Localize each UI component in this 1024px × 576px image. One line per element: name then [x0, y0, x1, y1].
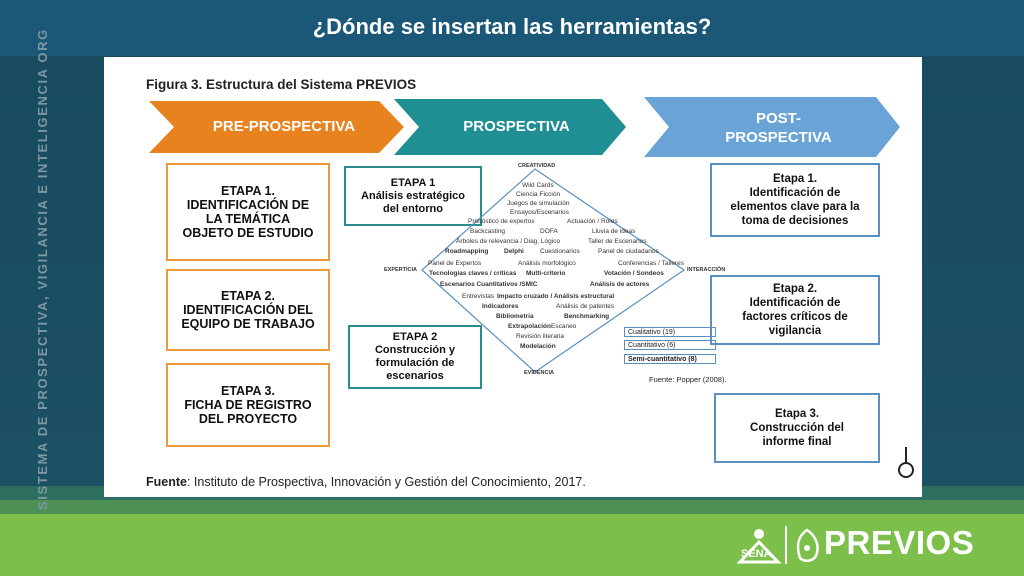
method-analisis-actores: Análisis de actores	[590, 281, 650, 288]
method-backcasting: Backcasting	[470, 228, 506, 235]
method-pronostico-expertos: Pronóstico de expertos	[468, 218, 535, 225]
method-ciencia-ficcion: Ciencia Ficción	[516, 191, 561, 198]
phase-label-pre: PRE-PROSPECTIVA	[212, 118, 356, 135]
method-panel-expertos: Panel de Expertos	[428, 260, 482, 267]
method-delphi: Delphi	[504, 248, 524, 255]
phase-label-post: POST- PROSPECTIVA	[725, 110, 832, 146]
pre-etapa-3-box: ETAPA 3. FICHA DE REGISTRO DEL PROYECTO	[166, 363, 330, 447]
method-multi-criterio: Multi-criterio	[526, 270, 566, 277]
method-arboles-relevancia: Árboles de relevancia / Diag. Lógico	[456, 238, 561, 245]
diamond-label-left: EXPERTICIA	[384, 267, 418, 273]
prospectiva-etapa-1-box: ETAPA 1 Análisis estratégico del entorno	[344, 166, 482, 226]
figure-title: Figura 3. Estructura del Sistema PREVIOS	[146, 77, 417, 92]
method-taller-escenarios: Taller de Escenarios	[588, 238, 647, 245]
legend-semi-cuantitativo: Semi-cuantitativo (8)	[624, 354, 716, 364]
pre-etapa-1-box: ETAPA 1. IDENTIFICACIÓN DE LA TEMÁTICA OBJETO DE ESTUDIO	[166, 163, 330, 261]
foresight-diamond	[104, 57, 922, 497]
sena-logo-icon	[736, 526, 782, 566]
post-etapa-3-box: Etapa 3. Construcción del informe final	[714, 393, 880, 463]
method-entrevistas: Entrevistas	[462, 293, 495, 300]
pre-etapa-2-box: ETAPA 2. IDENTIFICACIÓN DEL EQUIPO DE TRABAJO	[166, 269, 330, 351]
method-roadmapping: Roadmapping	[445, 248, 489, 255]
phase-label-prospectiva: PROSPECTIVA	[463, 118, 570, 135]
previos-wordmark: PREVIOS	[824, 524, 975, 561]
method-escaneo: Escaneo	[551, 323, 577, 330]
method-tecnologias-claves: Tecnologías claves / críticas	[429, 270, 517, 277]
method-bibliometria: Bibliometría	[496, 313, 534, 320]
method-revision-literaria: Revisión literaria	[516, 333, 565, 340]
post-etapa-2-box: Etapa 2. Identificación de factores críticos de vigilancia	[710, 275, 880, 345]
method-modelacion: Modelación	[520, 343, 556, 350]
method-analisis-patentes: Análisis de patentes	[556, 303, 615, 310]
method-ensayos-escenarios: Ensayos/Escenarios	[510, 209, 569, 216]
previos-logo-icon	[792, 528, 822, 564]
method-actuacion-roles: Actuación / Roles	[567, 218, 618, 225]
logo-divider	[785, 526, 787, 564]
method-lluvia-ideas: Lluvia de ideas	[592, 228, 636, 235]
sena-wordmark: SENA	[741, 548, 772, 560]
legend-source: Fuente: Popper (2008).	[649, 375, 727, 384]
figure-source	[146, 475, 586, 489]
method-escenarios-cuantitativos: Escenarios Cuantitativos /SMIC	[440, 281, 538, 288]
method-extrapolacion: Extrapolación	[508, 323, 551, 330]
source-text: : Instituto de Prospectiva, Innovación y Gestión del Conocimiento, 2017.	[186, 475, 586, 489]
vertical-side-text: SISTEMA DE PROSPECTIVA, VIGILANCIA E INTELIGENCIA ORG	[35, 28, 50, 510]
method-wild-cards: Wild Cards	[522, 182, 554, 189]
legend-cualitativo: Cualitativo (19)	[624, 327, 716, 337]
method-conferencias-talleres: Conferencias / Talleres	[618, 260, 684, 267]
legend-cuantitativo: Cuantitativo (6)	[624, 340, 716, 350]
diamond-label-top: CREATIVIDAD	[518, 163, 556, 169]
method-panel-ciudadanos: Panel de ciudadanos	[598, 248, 659, 255]
figure-panel	[104, 57, 922, 497]
prospectiva-etapa-2-box: ETAPA 2 Construcción y formulación de escenarios	[348, 325, 482, 389]
method-cuestionarios: Cuestionarios	[540, 248, 580, 255]
source-label: Fuente	[146, 475, 187, 489]
method-impacto-cruzado: Impacto cruzado / Análisis estructural	[497, 293, 615, 300]
slide-title: ¿Dónde se insertan las herramientas?	[312, 14, 712, 39]
method-benchmarking: Benchmarking	[564, 313, 610, 320]
title-bar	[0, 0, 1024, 56]
circle-marker-icon	[894, 445, 918, 481]
diamond-label-right: INTERACCIÓN	[687, 267, 726, 273]
diamond-label-bottom: EVIDENCIA	[524, 370, 554, 376]
method-dofa: DOFA	[540, 228, 558, 235]
method-votacion-sondeos: Votación / Sondeos	[604, 270, 664, 277]
method-juegos-simulacion: Juegos de simulación	[507, 200, 570, 207]
post-etapa-1-box: Etapa 1. Identificación de elementos clave para la toma de decisiones	[710, 163, 880, 237]
method-analisis-morfologico: Análisis morfológico	[518, 260, 576, 267]
method-indicadores: Indicadores	[482, 303, 519, 310]
footer-stripe-mid	[0, 500, 1024, 514]
